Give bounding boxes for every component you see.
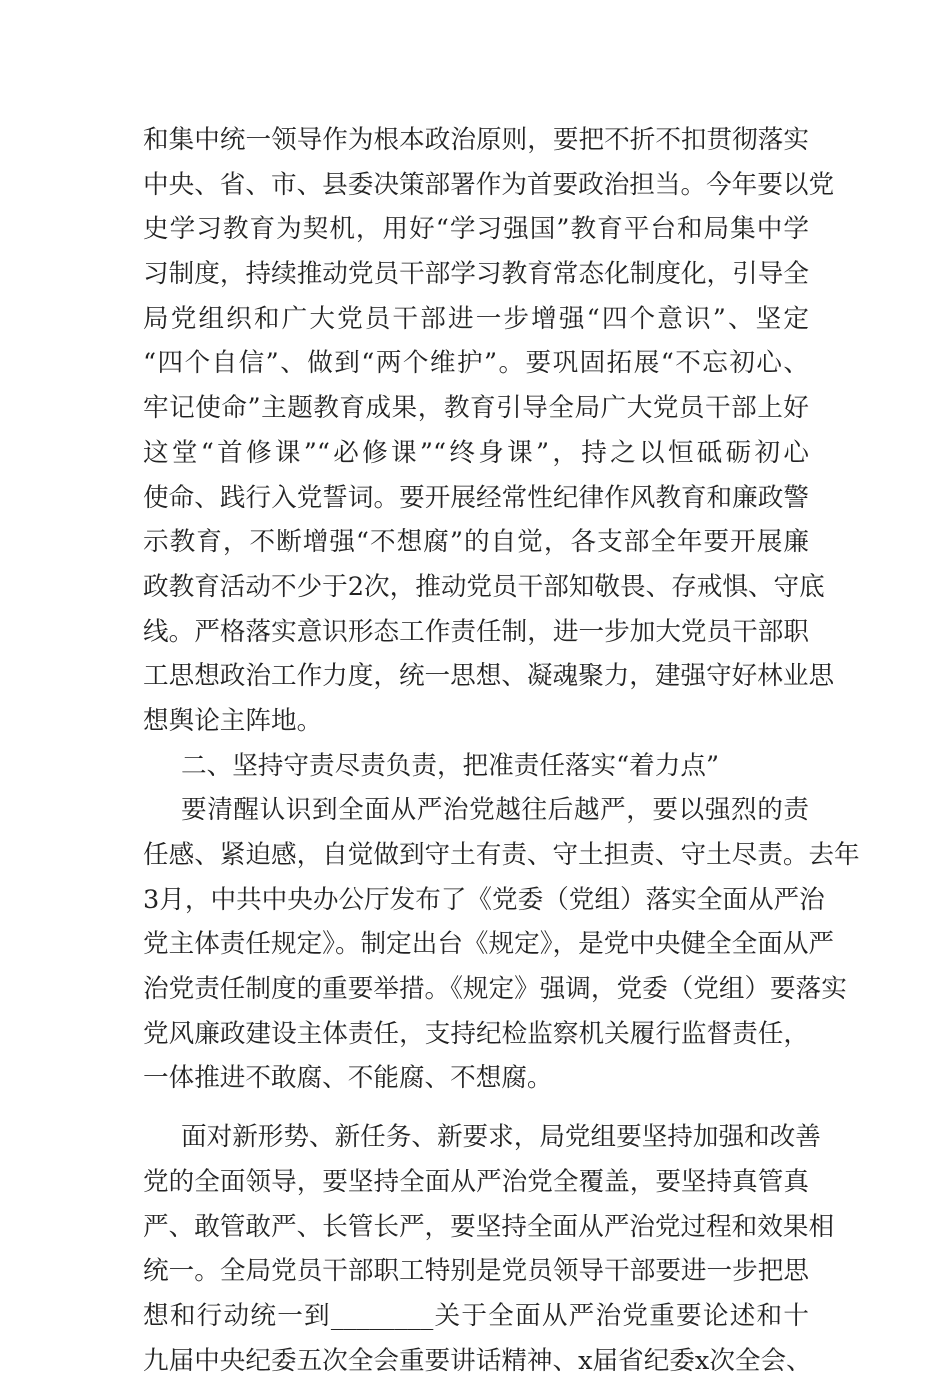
text-line: 线。严格落实意识形态工作责任制，进一步加大党员干部职 — [143, 616, 809, 647]
text-line: 面对新形势、新任务、新要求，局党组要坚持加强和改善 — [181, 1122, 821, 1153]
text-line: 3月，中共中央办公厅发布了《党委（党组）落实全面从严治 — [143, 884, 825, 915]
text-line: 牢记使命”主题教育成果，教育引导全局广大党员干部上好 — [143, 393, 809, 424]
text-line: 统一。全局党员干部职工特别是党员领导干部要进一步把思 — [143, 1256, 809, 1287]
document-body — [143, 118, 860, 1383]
text-line: 一体推进不敢腐、不能腐、不想腐。 — [143, 1063, 553, 1094]
text-line: 使命、践行入党誓词。要开展经常性纪律作风教育和廉政警 — [143, 482, 809, 513]
text-line: 工思想政治工作力度，统一思想、凝魂聚力，建强守好林业思 — [143, 661, 835, 692]
text-line: 任感、紧迫感，自觉做到守土有责、守土担责、守土尽责。去年 — [143, 840, 860, 870]
paragraph-gap — [143, 1101, 809, 1115]
text-line: 想和行动统一到________关于全面从严治党重要论述和十 — [143, 1300, 809, 1331]
text-line: 中央、省、市、县委决策部署作为首要政治担当。今年要以党 — [143, 169, 835, 200]
text-line: 想舆论主阵地。 — [143, 705, 323, 736]
text-line: 党风廉政建设主体责任，支持纪检监察机关履行监督责任， — [143, 1018, 809, 1049]
text-line: 九届中央纪委五次全会重要讲话精神、x届省纪委x次全会、 — [143, 1345, 812, 1376]
text-line: 要清醒认识到全面从严治党越往后越严，要以强烈的责 — [181, 795, 809, 826]
text-line: 示教育，不断增强“不想腐”的自觉，各支部全年要开展廉 — [143, 527, 809, 558]
text-line: “四个自信”、做到“两个维护”。要巩固拓展“不忘初心、 — [143, 348, 809, 379]
text-line: 党的全面领导，要坚持全面从严治党全覆盖，要坚持真管真 — [143, 1166, 809, 1197]
section-heading: 二、坚持守责尽责负责，把准责任落实“着力点” — [181, 750, 720, 781]
text-line: 和集中统一领导作为根本政治原则，要把不折不扣贯彻落实 — [143, 125, 809, 155]
text-line: 局党组织和广大党员干部进一步增强“四个意识”、坚定 — [143, 303, 809, 334]
text-line: 党主体责任规定》。制定出台《规定》，是党中央健全全面从严 — [143, 929, 835, 960]
text-line: 这堂“首修课”“必修课”“终身课”，持之以恒砥砺初心 — [143, 437, 809, 468]
text-line: 习制度，持续推动党员干部学习教育常态化制度化，引导全 — [143, 259, 809, 290]
text-line: 政教育活动不少于2次，推动党员干部知敬畏、存戒惧、守底 — [143, 571, 825, 602]
text-line: 治党责任制度的重要举措。《规定》强调，党委（党组）要落实 — [143, 974, 847, 1005]
text-line: 史学习教育为契机，用好“学习强国”教育平台和局集中学 — [143, 214, 809, 245]
text-line: 严、敢管敢严、长管长严，要坚持全面从严治党过程和效果相 — [143, 1211, 835, 1242]
